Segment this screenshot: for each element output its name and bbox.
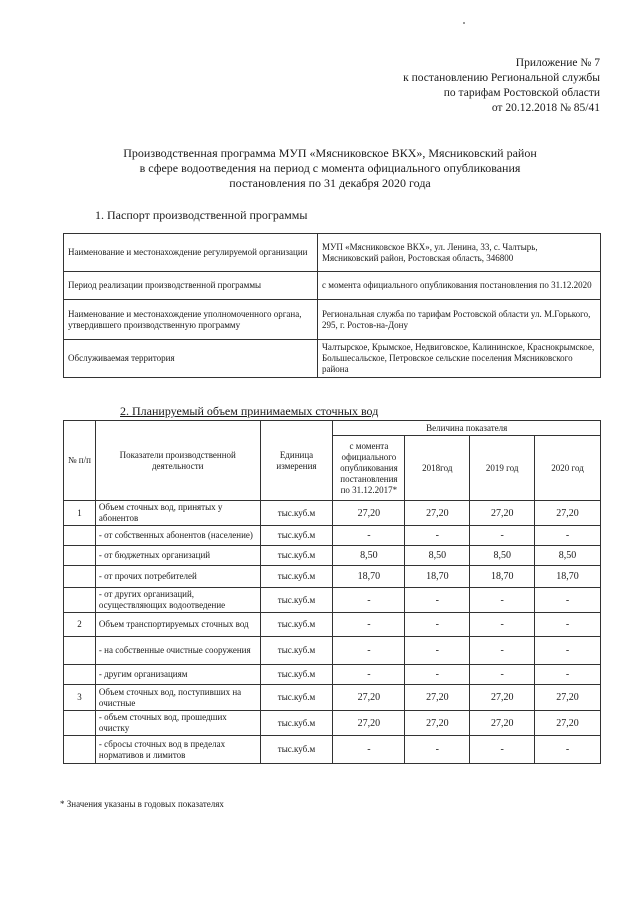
header-col-2018: 2018год: [405, 436, 470, 501]
appendix-number: Приложение № 7: [515, 57, 600, 69]
table-row: [64, 588, 601, 613]
row-number: [64, 665, 96, 685]
passport-value: Чалтырское, Крымское, Недвиговское, Калининское, Краснокрымское, Большесальское, Петровское сельские поселения Мясниковского района: [318, 340, 601, 378]
row-number: [64, 736, 96, 764]
row-value-2020: 18,70: [535, 566, 601, 588]
row-value-2018: -: [405, 613, 470, 637]
volume-table: [63, 420, 601, 764]
row-value-period: 8,50: [333, 546, 405, 566]
row-value-2019: 18,70: [470, 566, 535, 588]
passport-value: с момента официального опубликования постановления по 31.12.2020: [318, 272, 601, 300]
row-indicator: - объем сточных вод, прошедших очистку: [95, 711, 260, 736]
passport-key: Обслуживаемая территория: [64, 340, 318, 378]
passport-row: [64, 272, 601, 300]
row-value-2018: -: [405, 665, 470, 685]
row-value-2019: -: [470, 665, 535, 685]
row-value-2019: 27,20: [470, 685, 535, 711]
row-value-2020: 27,20: [535, 685, 601, 711]
row-indicator: - от собственных абонентов (население): [95, 526, 260, 546]
appendix-agency: по тарифам Ростовской области: [443, 87, 600, 99]
appendix-date: от 20.12.2018 № 85/41: [491, 102, 600, 114]
row-number: [64, 566, 96, 588]
row-indicator: - от бюджетных организаций: [95, 546, 260, 566]
document-title: [80, 146, 580, 191]
table-row: [64, 613, 601, 637]
row-unit: тыс.куб.м: [260, 588, 333, 613]
footnote: * Значения указаны в годовых показателях: [60, 799, 224, 809]
row-value-period: 27,20: [333, 711, 405, 736]
title-line-1: Производственная программа МУП «Мясниковское ВКХ», Мясниковский район: [123, 146, 537, 160]
row-value-period: -: [333, 526, 405, 546]
row-value-2018: 18,70: [405, 566, 470, 588]
row-unit: тыс.куб.м: [260, 566, 333, 588]
row-value-2019: 8,50: [470, 546, 535, 566]
table-row: [64, 665, 601, 685]
row-value-2019: -: [470, 637, 535, 665]
table-row: [64, 546, 601, 566]
row-value-2018: -: [405, 736, 470, 764]
row-value-2018: -: [405, 588, 470, 613]
row-indicator: - от других организаций, осуществляющих водоотведение: [95, 588, 260, 613]
row-value-2020: 27,20: [535, 501, 601, 526]
header-col-2019: 2019 год: [470, 436, 535, 501]
section-1-heading: 1. Паспорт производственной программы: [95, 208, 308, 222]
row-indicator: Объем транспортируемых сточных вод: [95, 613, 260, 637]
row-number: [64, 526, 96, 546]
row-unit: тыс.куб.м: [260, 736, 333, 764]
row-unit: тыс.куб.м: [260, 613, 333, 637]
row-number: [64, 637, 96, 665]
row-indicator: - на собственные очистные сооружения: [95, 637, 260, 665]
row-number: [64, 588, 96, 613]
row-number: 1: [64, 501, 96, 526]
row-value-2019: -: [470, 588, 535, 613]
table-row: [64, 526, 601, 546]
row-number: [64, 711, 96, 736]
row-unit: тыс.куб.м: [260, 501, 333, 526]
row-value-period: -: [333, 588, 405, 613]
row-value-2018: 27,20: [405, 685, 470, 711]
row-indicator: - сбросы сточных вод в пределах нормативов и лимитов: [95, 736, 260, 764]
row-value-2019: -: [470, 613, 535, 637]
row-number: 2: [64, 613, 96, 637]
scan-speck: [463, 22, 465, 24]
title-line-2: в сфере водоотведения на период с момента официального опубликования: [139, 161, 521, 175]
row-value-2020: -: [535, 665, 601, 685]
header-indicator: Показатели производственной деятельности: [95, 421, 260, 501]
passport-value: Региональная служба по тарифам Ростовской области ул. М.Горького, 295, г. Ростов-на-Дону: [318, 300, 601, 340]
passport-key: Наименование и местонахождение регулируемой организации: [64, 234, 318, 272]
header-num: № п/п: [64, 421, 96, 501]
row-value-2018: 27,20: [405, 501, 470, 526]
row-value-period: -: [333, 637, 405, 665]
passport-row: [64, 234, 601, 272]
row-unit: тыс.куб.м: [260, 711, 333, 736]
passport-key: Период реализации производственной программы: [64, 272, 318, 300]
row-unit: тыс.куб.м: [260, 637, 333, 665]
row-value-2019: 27,20: [470, 501, 535, 526]
volume-header-row: [64, 421, 601, 436]
header-value-group: Величина показателя: [333, 421, 601, 436]
passport-value: МУП «Мясниковское ВКХ», ул. Ленина, 33, с. Чалтырь, Мясниковский район, Ростовская область, 346800: [318, 234, 601, 272]
row-indicator: - другим организациям: [95, 665, 260, 685]
table-row: [64, 501, 601, 526]
table-row: [64, 637, 601, 665]
passport-row: [64, 340, 601, 378]
header-unit: Единица измерения: [260, 421, 333, 501]
passport-table: [63, 233, 601, 378]
row-value-2018: 27,20: [405, 711, 470, 736]
table-row: [64, 566, 601, 588]
row-value-2020: -: [535, 526, 601, 546]
row-value-2018: -: [405, 526, 470, 546]
row-unit: тыс.куб.м: [260, 665, 333, 685]
row-unit: тыс.куб.м: [260, 526, 333, 546]
title-line-3: постановления по 31 декабря 2020 года: [229, 176, 431, 190]
section-2-heading: 2. Планируемый объем принимаемых сточных вод: [120, 404, 379, 418]
row-value-2020: -: [535, 736, 601, 764]
row-value-period: -: [333, 665, 405, 685]
table-row: [64, 685, 601, 711]
row-value-period: -: [333, 736, 405, 764]
row-value-period: 18,70: [333, 566, 405, 588]
row-value-2019: 27,20: [470, 711, 535, 736]
row-value-2020: -: [535, 613, 601, 637]
header-col-period: с момента официального опубликования постановления по 31.12.2017*: [333, 436, 405, 501]
row-value-2018: 8,50: [405, 546, 470, 566]
row-value-2019: -: [470, 736, 535, 764]
row-indicator: Объем сточных вод, поступивших на очистные: [95, 685, 260, 711]
row-number: 3: [64, 685, 96, 711]
row-indicator: - от прочих потребителей: [95, 566, 260, 588]
row-unit: тыс.куб.м: [260, 685, 333, 711]
appendix-header: [403, 56, 600, 116]
row-value-2019: -: [470, 526, 535, 546]
appendix-reference: к постановлению Региональной службы: [403, 72, 600, 84]
row-value-2018: -: [405, 637, 470, 665]
row-value-period: -: [333, 613, 405, 637]
passport-row: [64, 300, 601, 340]
header-col-2020: 2020 год: [535, 436, 601, 501]
row-value-2020: 8,50: [535, 546, 601, 566]
table-row: [64, 711, 601, 736]
table-row: [64, 736, 601, 764]
row-number: [64, 546, 96, 566]
row-value-period: 27,20: [333, 501, 405, 526]
row-indicator: Объем сточных вод, принятых у абонентов: [95, 501, 260, 526]
row-unit: тыс.куб.м: [260, 546, 333, 566]
row-value-2020: 27,20: [535, 711, 601, 736]
row-value-2020: -: [535, 637, 601, 665]
passport-key: Наименование и местонахождение уполномоченного органа, утвердившего производственную программу: [64, 300, 318, 340]
row-value-2020: -: [535, 588, 601, 613]
row-value-period: 27,20: [333, 685, 405, 711]
